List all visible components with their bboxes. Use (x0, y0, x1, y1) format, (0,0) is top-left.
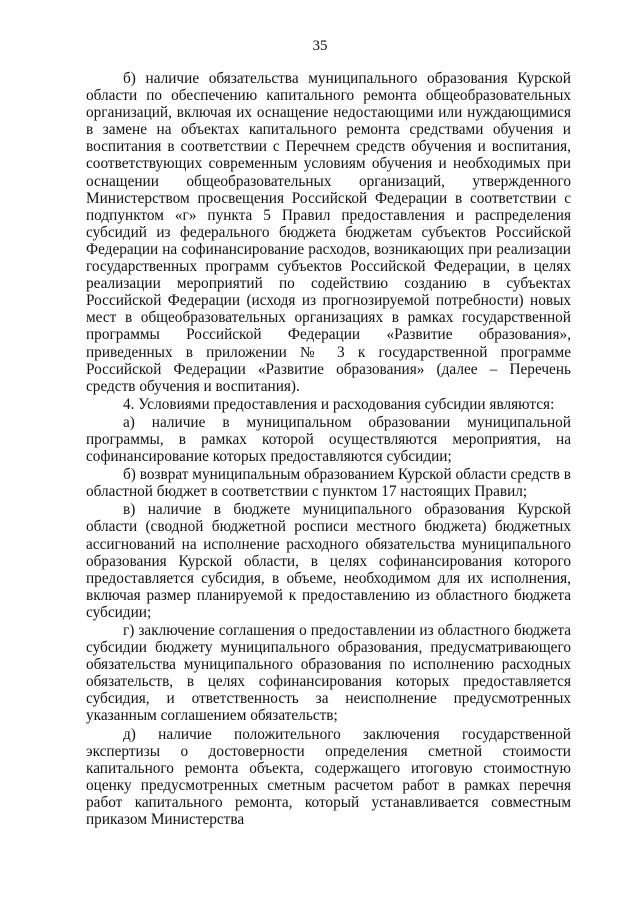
paragraph-v-budget: в) наличие в бюджете муниципального образования Курской области (сводной бюджетной росписи местного бюджета) бюджетных ассигнований на исполнение расходного обязательства муниципального образования Курской области, в целях софинансирования которого предоставляется субсидия, в объеме, необходимом для их исполнения, включая размер планируемой к предоставлению из областного бюджета субсидии; (86, 501, 571, 621)
paragraph-g-agreement: г) заключение соглашения о предоставлении из областного бюджета субсидии бюджету муниципального образования, предусматривающего обязательства муниципального образования по исполнению расходных обязательств, в целях софинансирования которых предоставляется субсидия, и ответственность за неисполнение предусмотренных указанным соглашением обязательств; (86, 622, 571, 725)
paragraph-a-program: а) наличие в муниципальном образовании муниципальной программы, в рамках которой осуществляются мероприятия, на софинансирование которых предоставляются субсидии; (86, 413, 571, 466)
paragraph-b-obligation: б) наличие обязательства муниципального образования Курской области по обеспечению капитального ремонта общеобразовательных организаций, включая их оснащение недостающими или нуждающимися в замене на объектах капитального ремонта средствами обучения и воспитания в соответствии с Перечнем средств обучения и воспитания, соответствующих современным условиям обучения и необходимых при оснащении общеобразовательных организаций, утвержденного Министерством просвещения Российской Федерации в соответствии с подпунктом «г» пункта 5 Правил предоставления и распределения субсидий из федерального бюджета бюджетам субъектов Российской Федерации на софинансирование расходов, возникающих при реализации государственных программ субъектов Российской Федерации, в целях реализации мероприятий по содействию созданию в субъектах Российской Федерации (исходя из прогнозируемой потребности) новых мест в общеобразовательных организациях в рамках государственной программы Российской Федерации «Развитие образования», приведенных в приложении № 3 к государственной программе Российской Федерации «Развитие образования» (далее – Перечень средств обучения и воспитания). (86, 70, 571, 395)
page-number: 35 (312, 38, 328, 54)
document-body (86, 70, 571, 828)
paragraph-4-conditions: 4. Условиями предоставления и расходования субсидии являются: (123, 395, 555, 413)
paragraph-d-expertise: д) наличие положительного заключения государственной экспертизы о достоверности определения сметной стоимости капитального ремонта объекта, содержащего итоговую стоимостную оценку предусмотренных сметным расчетом работ в рамках перечня работ капитального ремонта, который устанавливается совместным приказом Министерства (86, 725, 571, 829)
paragraph-b-return: б) возврат муниципальным образованием Курской области средств в областной бюджет в соответствии с пунктом 17 настоящих Правил; (86, 466, 571, 501)
